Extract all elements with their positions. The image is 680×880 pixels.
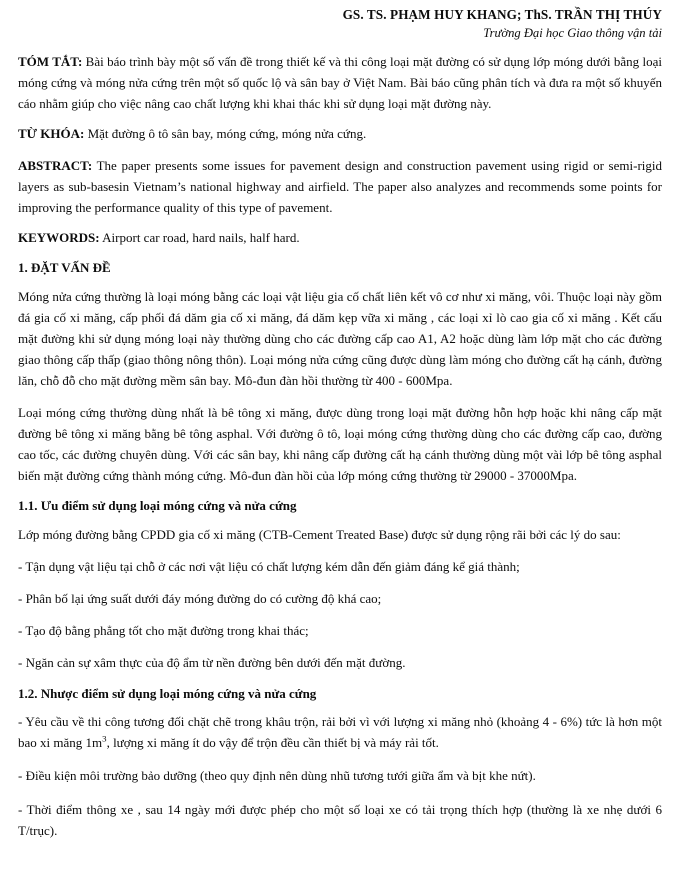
section1-2-bullet-3: - Thời điểm thông xe , sau 14 ngày mới được phép cho một số loại xe có tải trọng thích hợp (thường là xe nhẹ dưới 6 T/trục). bbox=[18, 801, 662, 838]
section1-paragraph-2: Loại móng cứng thường dùng nhất là bê tông xi măng, được dùng trong loại mặt đường hỗn hợp hoặc khi nâng cấp mặt đường bê tông xi măng bằng bê tông asphal. Với đường ô tô, loại móng cứng thường dùng cho các đường cấp cao, đường cao tốc, các đường chuyên dùng. Với các sân bay, khi nâng cấp đường cất hạ cánh thường dùng một vài lớp bê tông asphal biến mặt đường cứng thành móng cứng. Mô-đun đàn hồi của lớp móng cứng thường từ 29000 - 37000Mpa. bbox=[18, 405, 662, 484]
keywords-vietnamese-text: Mặt đường ô tô sân bay, móng cứng, móng nửa cứng. bbox=[84, 125, 367, 141]
affiliation-line: Trường Đại học Giao thông vận tải bbox=[483, 25, 662, 40]
keywords-english bbox=[18, 227, 662, 248]
abstract-vietnamese bbox=[18, 51, 662, 114]
section1-1-intro: Lớp móng đường bằng CPDD gia cố xi măng (CTB-Cement Treated Base) được sử dụng rộng rãi bởi các lý do sau: bbox=[18, 527, 621, 543]
abstract-english-label: ABSTRACT: bbox=[18, 158, 93, 173]
author-line: GS. TS. PHẠM HUY KHANG; ThS. TRẦN THỊ THÚY bbox=[342, 7, 662, 22]
section-heading-1-2: 1.2. Nhược điểm sử dụng loại móng cứng và nửa cứng bbox=[18, 685, 317, 701]
section-heading-1-1: 1.1. Ưu điểm sử dụng loại móng cứng và nửa cứng bbox=[18, 498, 297, 514]
section1-2-bullet-2: - Điều kiện môi trường bảo dưỡng (theo quy định nên dùng nhũ tương tưới giữa ẩm và bịt khe nứt). bbox=[18, 768, 536, 784]
section1-2-bullet-1-part-1: - Yêu cầu về thi công tương đối chặt chẽ trong khâu trộn, rải bởi vì với lượng xi măng nhỏ (khoảng 4 - 6%) tức là hơn một bao xi măng 1m bbox=[18, 714, 662, 751]
abstract-vietnamese-label: TÓM TẮT: bbox=[18, 53, 83, 69]
abstract-english bbox=[18, 155, 662, 218]
keywords-vietnamese bbox=[18, 123, 662, 144]
keywords-english-text: Airport car road, hard nails, half hard. bbox=[99, 230, 300, 246]
section1-2-bullet-1 bbox=[18, 711, 662, 753]
section1-1-bullet-4: - Ngăn cản sự xâm thực của độ ẩm từ nền đường bên dưới đến mặt đường. bbox=[18, 655, 406, 671]
section-heading-1: 1. ĐẶT VẤN ĐỀ bbox=[18, 260, 111, 276]
section1-1-bullet-3: - Tạo độ bằng phẳng tốt cho mặt đường trong khai thác; bbox=[18, 623, 309, 639]
cubic-meter-superscript: 3 bbox=[102, 734, 107, 745]
abstract-english-text: The paper presents some issues for pavement design and construction pavement using rigid or semi-rigid layers as sub-basesin Vietnam’s national highway and airfield. The paper also analyzes and recommends some points for improving the performance quality of this type of pavement. bbox=[18, 158, 662, 216]
section1-1-bullet-2: - Phân bố lại ứng suất dưới đáy móng đường do có cường độ khá cao; bbox=[18, 591, 382, 607]
section1-paragraph-1: Móng nửa cứng thường là loại móng bằng các loại vật liệu gia cố chất liên kết vô cơ như xi măng, vôi. Thuộc loại này gồm đá gia cố xi măng, cấp phối đá dăm gia cố xi măng, đá dăm kẹp vữa xi măng , các loại xỉ lò cao gia cố xi măng . Kết cấu mặt đường khi sử dụng móng loại này thường dùng cho các đường cấp cao A1, A2 hoặc dùng làm lớp mặt cho các đường giao thông cấp thấp (giao thông nông thôn). Loại móng nửa cứng cũng được dùng làm móng cho đường cất hạ cánh, đường lăn, chỗ đỗ cho mặt đường mềm sân bay. Mô-đun đàn hồi thường từ 400 - 600Mpa. bbox=[18, 289, 662, 389]
abstract-vietnamese-text: Bài báo trình bày một số vấn đề trong thiết kế và thi công loại mặt đường có sử dụng lớp móng dưới bằng loại móng cứng và móng nửa cứng trên một số quốc lộ và sân bay ở Việt Nam. Bài báo cũng phân tích và đưa ra một số khuyến cáo nhằm giúp cho việc nâng cao chất lượng khi khai thác khi sử dụng loại mặt đường này. bbox=[18, 53, 662, 111]
keywords-vietnamese-label: TỪ KHÓA: bbox=[18, 125, 85, 141]
section1-2-bullet-1-part-2: , lượng xi măng ít do vậy để trộn đều cần thiết bị và máy rải tốt. bbox=[106, 735, 439, 751]
keywords-english-label: KEYWORDS: bbox=[18, 230, 100, 246]
section1-1-bullet-1: - Tận dụng vật liệu tại chỗ ở các nơi vật liệu có chất lượng kém dẫn đến giảm đáng kể giá thành; bbox=[18, 559, 520, 575]
